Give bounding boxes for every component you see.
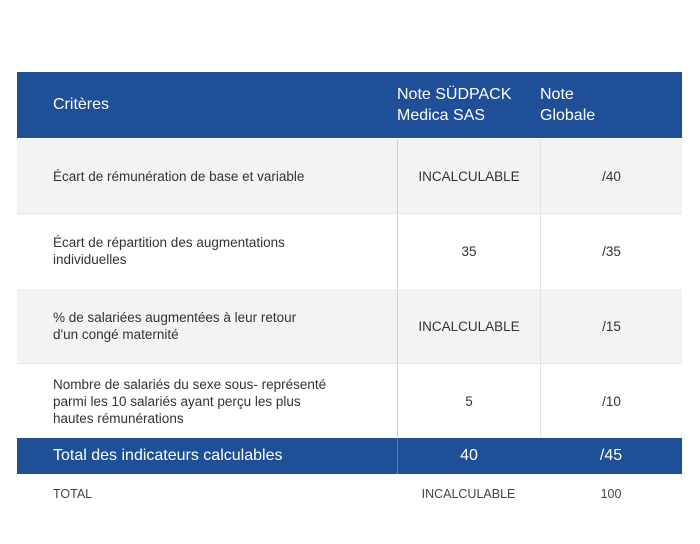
total-label: Total des indicateurs calculables — [53, 447, 283, 464]
header-company-score — [397, 72, 540, 138]
row-criteria — [17, 139, 397, 213]
grand-total-max: 100 — [600, 487, 622, 501]
table-header — [17, 72, 682, 138]
header-global-line1: Note — [540, 86, 574, 103]
table-row — [17, 138, 682, 213]
criteria-line: parmi les 10 salariés ayant perçu les plus — [53, 393, 301, 409]
header-company-line1: Note SÜDPACK — [397, 86, 512, 103]
table-row — [17, 288, 682, 363]
total-max: /45 — [599, 447, 623, 464]
row-criteria — [17, 289, 397, 363]
criteria-line: hautes rémunérations — [53, 410, 184, 426]
criteria-line: % de salariées augmentées à leur retour — [53, 310, 297, 325]
table-row — [17, 363, 682, 438]
row-max: /35 — [540, 214, 682, 288]
row-max: /40 — [540, 139, 682, 213]
table-row — [17, 213, 682, 288]
row-max: /10 — [540, 364, 682, 438]
total-score: 40 — [397, 438, 540, 474]
grand-total-score: INCALCULABLE — [421, 487, 516, 501]
criteria-line: Écart de rémunération de base et variable — [53, 168, 305, 184]
criteria-line: Nombre de salariés du sexe sous- représenté — [53, 376, 327, 392]
equality-index-table — [17, 72, 682, 514]
header-global-score — [540, 72, 682, 138]
total-calculable-row — [17, 438, 682, 474]
criteria-line: individuelles — [53, 252, 127, 267]
header-global-line2: Globale — [540, 107, 596, 124]
row-criteria — [17, 364, 397, 438]
criteria-line: Écart de répartition des augmentations — [53, 235, 285, 250]
row-score: 5 — [397, 364, 540, 438]
grand-total-row — [17, 474, 682, 514]
row-score: INCALCULABLE — [397, 139, 540, 213]
row-score: 35 — [397, 214, 540, 288]
header-company-line2: Medica SAS — [397, 107, 486, 124]
row-criteria — [17, 214, 397, 288]
row-max: /15 — [540, 289, 682, 363]
header-criteria: Critères — [53, 96, 110, 113]
criteria-line: d'un congé maternité — [53, 327, 179, 342]
row-score: INCALCULABLE — [397, 289, 540, 363]
grand-total-label: TOTAL — [53, 487, 93, 501]
